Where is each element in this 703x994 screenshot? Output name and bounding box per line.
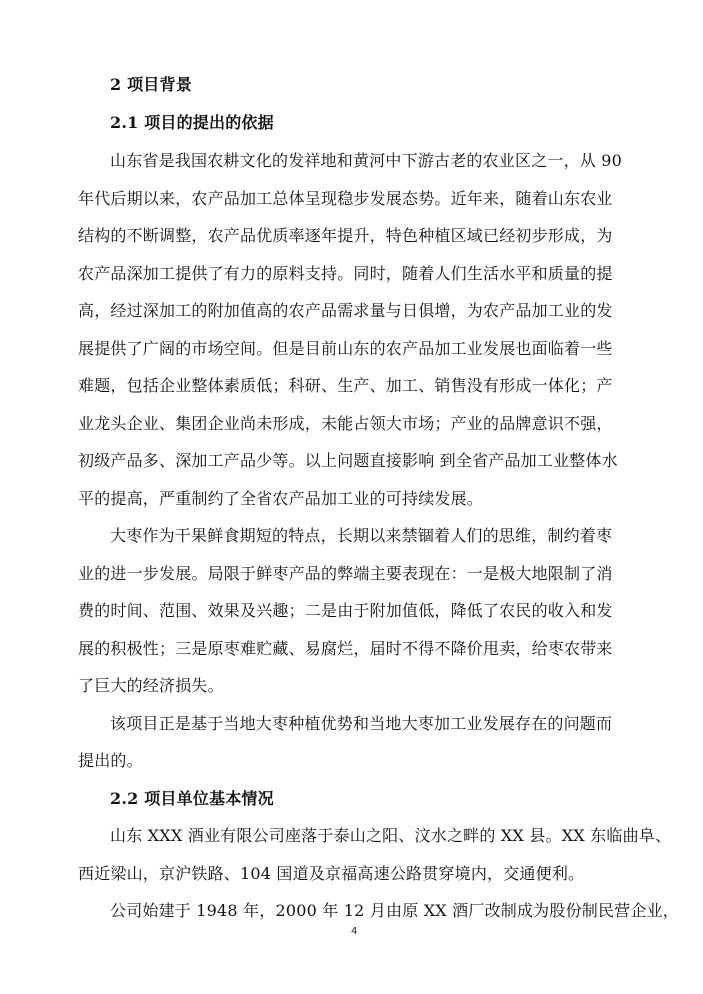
paragraph-line: 结构的不断调整，农产品优质率逐年提升，特色种植区域已经初步形成，为 bbox=[78, 226, 613, 245]
paragraph-line: 初级产品多、深加工产品少等。以上问题直接影响 到全省产品加工业整体水 bbox=[78, 451, 618, 470]
page-number: 4 bbox=[351, 926, 358, 937]
paragraph-line: 西近梁山，京沪铁路、104 国道及京福高速公路贯穿境内，交通便利。 bbox=[78, 864, 585, 883]
paragraph-line: 大枣作为干果鲜食期短的特点，长期以来禁锢着人们的思维，制约着枣 bbox=[110, 526, 613, 545]
paragraph-line: 山东省是我国农耕文化的发祥地和黄河中下游古老的农业区之一，从 90 bbox=[110, 151, 623, 170]
paragraph-line: 业龙头企业、集团企业尚未形成，未能占领大市场；产业的品牌意识不强， bbox=[78, 414, 613, 433]
paragraph-line: 了巨大的经济损失。 bbox=[78, 676, 224, 695]
paragraph-line: 业的进一步发展。局限于鲜枣产品的弊端主要表现在：一是极大地限制了消 bbox=[78, 564, 613, 583]
section-2-2-heading: 2.2 项目单位基本情况 bbox=[110, 789, 274, 808]
paragraph-line: 高，经过深加工的附加值高的农产品需求量与日俱增，为农产品加工业的发 bbox=[78, 301, 613, 320]
paragraph-line: 平的提高，严重制约了全省农产品加工业的可持续发展。 bbox=[78, 489, 484, 508]
paragraph-line: 提出的。 bbox=[78, 751, 143, 770]
section-2-heading: 2 项目背景 bbox=[110, 75, 192, 94]
paragraph-line: 农产品深加工提供了有力的原料支持。同时，随着人们生活水平和质量的提 bbox=[78, 264, 613, 283]
paragraph-line: 年代后期以来，农产品加工总体呈现稳步发展态势。近年来，随着山东农业 bbox=[78, 189, 613, 208]
paragraph-line: 费的时间、范围、效果及兴趣；二是由于附加值低，降低了农民的收入和发 bbox=[78, 601, 613, 620]
paragraph-line: 展的积极性；三是原枣难贮藏、易腐烂，届时不得不降价甩卖，给枣农带来 bbox=[78, 639, 613, 658]
paragraph-line: 公司始建于 1948 年，2000 年 12 月由原 XX 酒厂改制成为股份制民营企业， bbox=[110, 901, 679, 920]
paragraph-line: 该项目正是基于当地大枣种植优势和当地大枣加工业发展存在的问题而 bbox=[110, 714, 613, 733]
paragraph-line: 难题，包括企业整体素质低；科研、生产、加工、销售没有形成一体化；产 bbox=[78, 376, 613, 395]
paragraph-line: 展提供了广阔的市场空间。但是目前山东的农产品加工业发展也面临着一些 bbox=[78, 339, 613, 358]
paragraph-line: 山东 XXX 酒业有限公司座落于泰山之阳、汶水之畔的 XX 县。XX 东临曲阜、 bbox=[110, 826, 672, 845]
section-2-1-heading: 2.1 项目的提出的依据 bbox=[110, 113, 274, 132]
